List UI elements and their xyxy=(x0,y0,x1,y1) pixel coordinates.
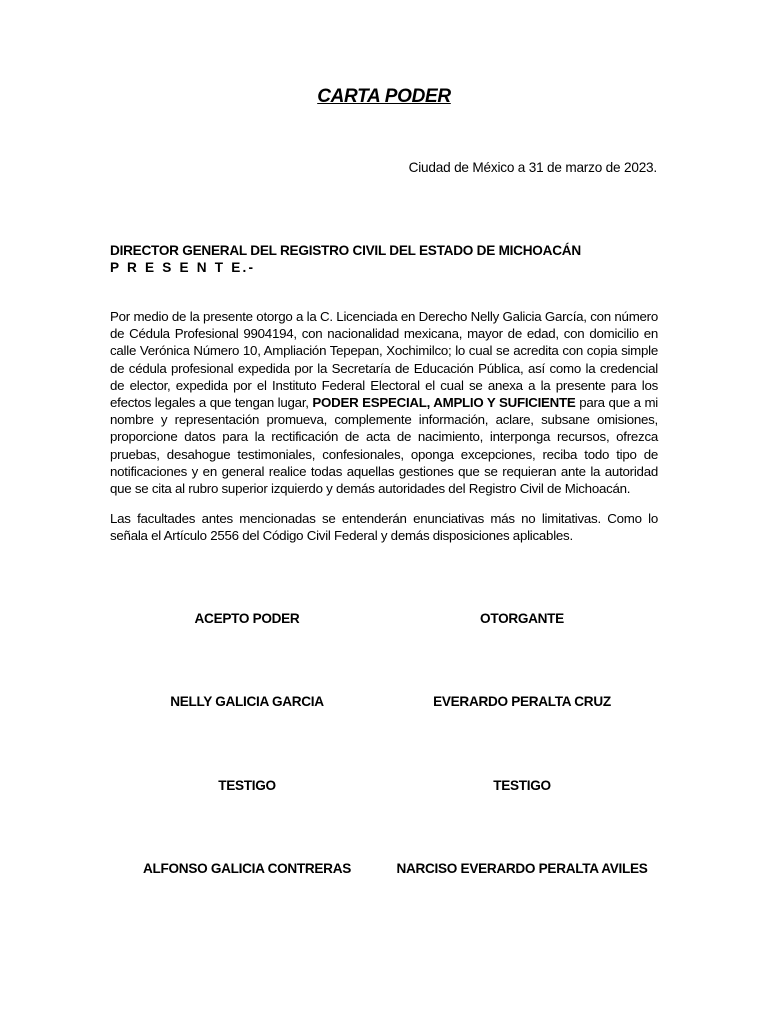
presente-line: P R E S E N T E.- xyxy=(110,260,256,275)
poder-especial-bold: PODER ESPECIAL, AMPLIO Y SUFICIENTE xyxy=(312,395,576,411)
signature-name-otorgante: EVERARDO PERALTA CRUZ xyxy=(433,694,611,709)
witness-name-right: NARCISO EVERARDO PERALTA AVILES xyxy=(396,861,648,876)
witness-role-right: TESTIGO xyxy=(493,778,551,793)
document-title: CARTA PODER xyxy=(317,86,451,107)
witness-role-left: TESTIGO xyxy=(218,778,276,793)
date-line: Ciudad de México a 31 de marzo de 2023. xyxy=(408,160,657,175)
body-paragraph-2: Las facultades antes mencionadas se entenderán enunciativas más no limitativas. Como lo señala el Artículo 2556 del Código Civil Federal y demás disposiciones aplicables. xyxy=(110,511,658,544)
addressee-line: DIRECTOR GENERAL DEL REGISTRO CIVIL DEL ESTADO DE MICHOACÁN xyxy=(110,243,581,258)
signature-role-otorgante: OTORGANTE xyxy=(480,611,564,626)
paragraph-1-text-start: Por medio de la presente otorgo a la C. Licenciada en Derecho Nelly Galicia García, con número de Cédula Profesional 9904194, con nacionalidad mexicana, mayor de edad, con domicilio en calle Verónica Número 10, Ampliación Tepepan, Xochimilco; lo cual se acredita con copia simple de cédula profesional expedida por la Secretaría de Educación Pública, así como la credencial de elector, expedida por el Instituto Federal Electoral el cual se anexa a la presente para los efectos legales a que tengan lugar, xyxy=(110,309,658,411)
signature-role-acepto-poder: ACEPTO PODER xyxy=(194,611,300,626)
signature-name-apoderada: NELLY GALICIA GARCIA xyxy=(170,694,324,709)
body-paragraph-1 xyxy=(110,308,658,497)
paragraph-1-text-end: para que a mi nombre y representación promueva, complemente información, aclare, subsane omisiones, proporcione datos para la rectificación de acta de nacimiento, interponga recursos, ofrezca pruebas, desahogue testimoniales, confesionales, oponga excepciones, reciba todo tipo de notificaciones y en general realice todas aquellas gestiones que se requieran ante la autoridad que se cita al rubro superior izquierdo y demás autoridades del Registro Civil de Michoacán. xyxy=(110,395,658,497)
witness-name-left: ALFONSO GALICIA CONTRERAS xyxy=(143,861,351,876)
addressee-block xyxy=(110,242,581,276)
